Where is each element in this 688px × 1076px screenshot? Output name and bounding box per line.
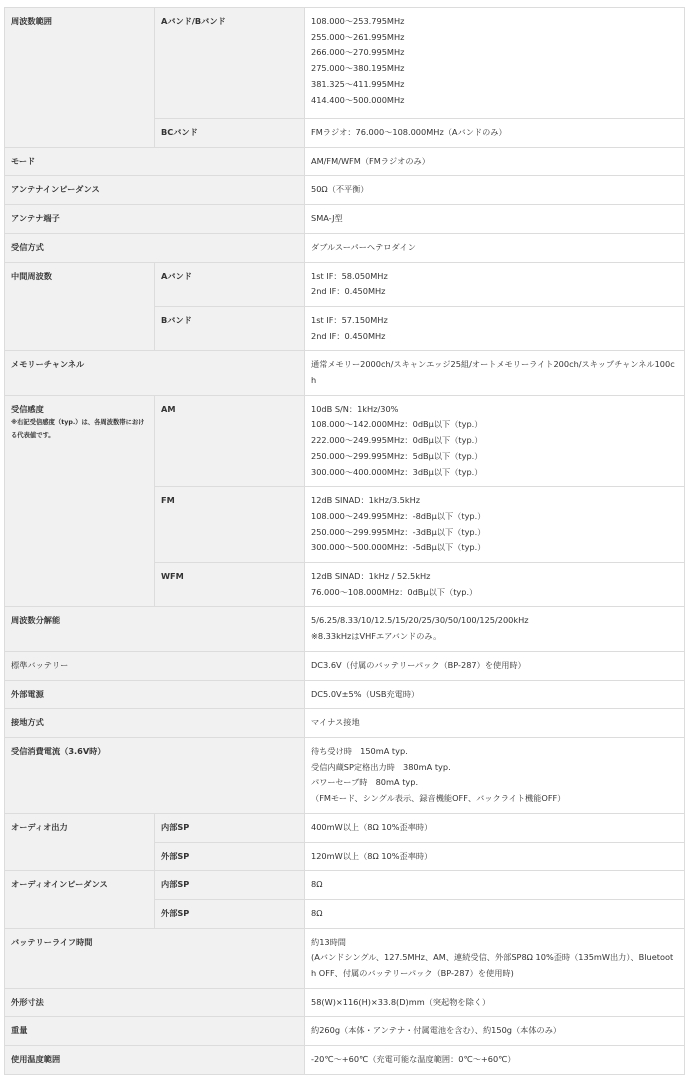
antenna-impedance-label: アンテナインピーダンス [5,176,305,205]
battery-life-label: バッテリーライフ時間 [5,928,305,988]
current-value [305,737,685,813]
weight-label: 重量 [5,1017,305,1046]
value-line: 受信内蔵SP定格出力時 380mA typ. [311,761,451,772]
battery-life-value [305,928,685,988]
freq-range-bc-band-value: FMラジオ：76.000～108.000MHz（Aバンドのみ） [305,119,685,148]
audio-impedance-external-label: 外部SP [155,899,305,928]
value-line: パワーセーブ時 80mA typ. [311,777,419,788]
value-line: 250.000～299.995MHz：-3dBμ以下（typ.） [311,526,486,537]
row-if-freq-a [5,262,685,306]
if-freq-label: 中間周波数 [5,262,155,351]
value-line: （FMモード、シングル表示、録音機能OFF、バックライト機能OFF） [311,793,566,804]
row-mode [5,147,685,176]
reception-label: 受信方式 [5,233,305,262]
row-battery [5,651,685,680]
row-temp [5,1046,685,1075]
if-freq-b-band-value [305,306,685,350]
weight-value: 約260g（本体・アンテナ・付属電池を含む）、約150g（本体のみ） [305,1017,685,1046]
freq-range-label: 周波数範囲 [5,8,155,148]
value-line: 76.000～108.000MHz：0dBμ以下（typ.） [311,586,478,597]
mode-label: モード [5,147,305,176]
sensitivity-wfm-label: WFM [155,563,305,607]
memory-value: 通常メモリー2000ch/スキャンエッジ25組/オートメモリーライト200ch/スキップチャンネル100ch [305,351,685,395]
row-audio-impedance-internal [5,871,685,900]
audio-impedance-external-value: 8Ω [305,899,685,928]
audio-out-external-value: 120mW以上（8Ω 10%歪率時） [305,842,685,871]
memory-label: メモリーチャンネル [5,351,305,395]
value-line: 108.000～253.795MHz [311,16,405,26]
value-line: 5/6.25/8.33/10/12.5/15/20/25/30/50/100/125/200kHz [311,615,529,626]
value-line: 300.000～400.000MHz：3dBμ以下（typ.） [311,466,483,477]
value-line: 381.325～411.995MHz [311,78,405,89]
antenna-terminal-value: SMA-J型 [305,205,685,234]
value-line: 108.000～249.995MHz：-8dBμ以下（typ.） [311,510,486,521]
reception-value: ダブルスーパーヘテロダイン [305,233,685,262]
value-line: 12dB SINAD：1kHz/3.5kHz [311,495,421,506]
value-line: ※8.33kHzはVHFエアバンドのみ。 [311,631,442,642]
value-line: 2nd IF：0.450MHz [311,330,386,341]
value-line: 約13時間 [311,936,346,947]
row-battery-life [5,928,685,988]
freq-range-a-band-label: Aバンド/Bバンド [155,8,305,119]
ground-value: マイナス接地 [305,709,685,738]
if-freq-b-band-label: Bバンド [155,306,305,350]
value-line: 300.000～500.000MHz：-5dBμ以下（typ.） [311,542,486,553]
ground-label: 接地方式 [5,709,305,738]
value-line: (Aバンドシングル、127.5MHz、AM、連続受信、外部SP8Ω 10%歪時（135mW出力）、Bluetooth OFF、付属のバッテリーパック（BP-287）を使用時) [311,952,674,979]
value-line: 255.000～261.995MHz [311,31,405,42]
row-ground [5,709,685,738]
value-line: 1st IF：57.150MHz [311,314,388,325]
spec-table [4,7,685,1075]
audio-impedance-internal-value: 8Ω [305,871,685,900]
sensitivity-label-cell [5,395,155,607]
sensitivity-fm-label: FM [155,487,305,563]
row-sensitivity-am [5,395,685,487]
value-line: 275.000～380.195MHz [311,63,405,74]
value-line: 266.000～270.995MHz [311,47,405,58]
value-line: 414.400～500.000MHz [311,94,405,105]
freq-range-bc-band-label: BCバンド [155,119,305,148]
value-line: 1st IF：58.050MHz [311,270,388,281]
sensitivity-note: ※右記受信感度（typ.）は、各周波数帯における代表値です。 [11,419,145,440]
sensitivity-label: 受信感度 [11,403,44,414]
battery-value: DC3.6V（付属のバッテリーパック（BP-287）を使用時） [305,651,685,680]
audio-out-internal-label: 内部SP [155,813,305,842]
value-line: 250.000～299.995MHz：5dBμ以下（typ.） [311,450,483,461]
value-line: 108.000～142.000MHz：0dBμ以下（typ.） [311,419,483,430]
row-step [5,607,685,651]
sensitivity-wfm-value [305,563,685,607]
ext-power-label: 外部電源 [5,680,305,709]
row-ext-power [5,680,685,709]
ext-power-value: DC5.0V±5%（USB充電時） [305,680,685,709]
sensitivity-am-value [305,395,685,487]
value-line: 2nd IF：0.450MHz [311,286,386,297]
step-label: 周波数分解能 [5,607,305,651]
antenna-terminal-label: アンテナ端子 [5,205,305,234]
if-freq-a-band-value [305,262,685,306]
sensitivity-fm-value [305,487,685,563]
row-dimensions [5,988,685,1017]
row-memory [5,351,685,395]
audio-out-external-label: 外部SP [155,842,305,871]
value-line: 待ち受け時 150mA typ. [311,745,408,756]
audio-impedance-internal-label: 内部SP [155,871,305,900]
step-value [305,607,685,651]
sensitivity-am-label: AM [155,395,305,487]
value-line: 12dB SINAD：1kHz / 52.5kHz [311,571,431,582]
row-antenna-impedance [5,176,685,205]
audio-out-label: オーディオ出力 [5,813,155,870]
freq-range-a-band-value [305,8,685,119]
current-label: 受信消費電流（3.6V時） [5,737,305,813]
battery-label: 標準バッテリー [5,651,305,680]
mode-value: AM/FM/WFM（FMラジオのみ） [305,147,685,176]
row-audio-out-internal [5,813,685,842]
row-current [5,737,685,813]
row-freq-range [5,8,685,119]
value-line: 222.000～249.995MHz：0dBμ以下（typ.） [311,435,483,446]
temp-value: -20℃～+60℃（充電可能な温度範囲：0℃～+60℃） [305,1046,685,1075]
audio-impedance-label: オーディオインピーダンス [5,871,155,928]
audio-out-internal-value: 400mW以上（8Ω 10%歪率時） [305,813,685,842]
row-reception [5,233,685,262]
temp-label: 使用温度範囲 [5,1046,305,1075]
dimensions-value: 58(W)×116(H)×33.8(D)mm（突起物を除く） [305,988,685,1017]
if-freq-a-band-label: Aバンド [155,262,305,306]
antenna-impedance-value: 50Ω（不平衡） [305,176,685,205]
row-antenna-terminal [5,205,685,234]
dimensions-label: 外形寸法 [5,988,305,1017]
value-line: 10dB S/N：1kHz/30% [311,403,399,414]
row-weight [5,1017,685,1046]
